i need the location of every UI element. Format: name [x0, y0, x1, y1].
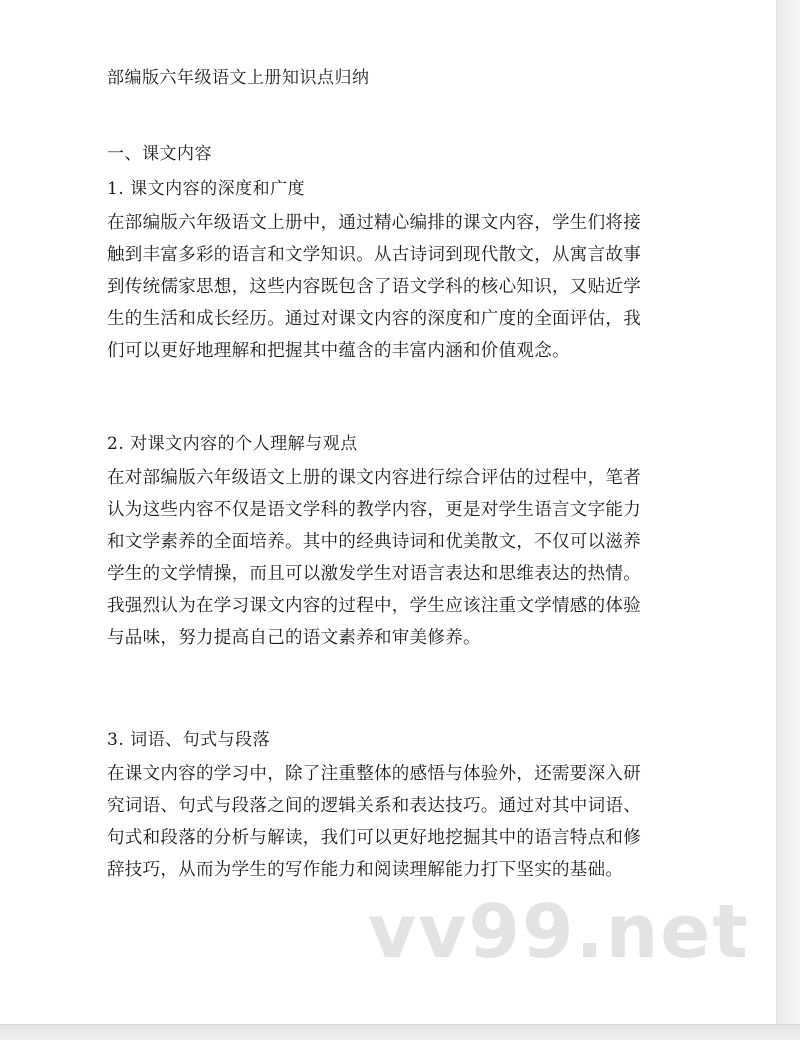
paragraph-line: 到传统儒家思想，这些内容既包含了语文学科的核心知识，又贴近学	[107, 277, 641, 297]
paragraph-line: 在部编版六年级语文上册中，通过精心编排的课文内容，学生们将接	[107, 213, 641, 233]
paragraph-line: 与品味，努力提高自己的语文素养和审美修养。	[107, 628, 481, 648]
subsection-heading-2: 2. 对课文内容的个人理解与观点	[107, 434, 358, 454]
paragraph-line: 们可以更好地理解和把握其中蕴含的丰富内涵和价值观念。	[107, 341, 570, 361]
subsection-heading-1: 1. 课文内容的深度和广度	[107, 179, 306, 199]
paragraph-line: 认为这些内容不仅是语文学科的教学内容，更是对学生语言文字能力	[107, 500, 641, 520]
page-edge-right	[776, 0, 800, 1039]
paragraph-line: 辞技巧，从而为学生的写作能力和阅读理解能力打下坚实的基础。	[107, 860, 624, 880]
paragraph-line: 究词语、句式与段落之间的逻辑关系和表达技巧。通过对其中词语、	[107, 796, 641, 816]
paragraph-line: 句式和段落的分析与解读，我们可以更好地挖掘其中的语言特点和修	[107, 828, 641, 848]
paragraph-line: 在对部编版六年级语文上册的课文内容进行综合评估的过程中，笔者	[107, 468, 641, 488]
paragraph-line: 和文学素养的全面培养。其中的经典诗词和优美散文，不仅可以滋养	[107, 532, 641, 552]
subsection-heading-3: 3. 词语、句式与段落	[107, 730, 271, 750]
page-edge-bottom	[0, 1024, 800, 1040]
document-title: 部编版六年级语文上册知识点归纳	[107, 68, 370, 88]
paragraph-line: 触到丰富多彩的语言和文学知识。从古诗词到现代散文，从寓言故事	[107, 245, 641, 265]
paragraph-1	[107, 207, 667, 367]
section-heading: 一、课文内容	[107, 144, 212, 164]
watermark: vv99.net	[368, 889, 750, 975]
paragraph-3	[107, 758, 667, 886]
paragraph-line: 学生的文学情操，而且可以激发学生对语言表达和思维表达的热情。	[107, 564, 641, 584]
paragraph-2	[107, 462, 667, 654]
paragraph-line: 我强烈认为在学习课文内容的过程中，学生应该注重文学情感的体验	[107, 596, 641, 616]
paragraph-line: 在课文内容的学习中，除了注重整体的感悟与体验外，还需要深入研	[107, 764, 641, 784]
paragraph-line: 生的生活和成长经历。通过对课文内容的深度和广度的全面评估，我	[107, 309, 641, 329]
